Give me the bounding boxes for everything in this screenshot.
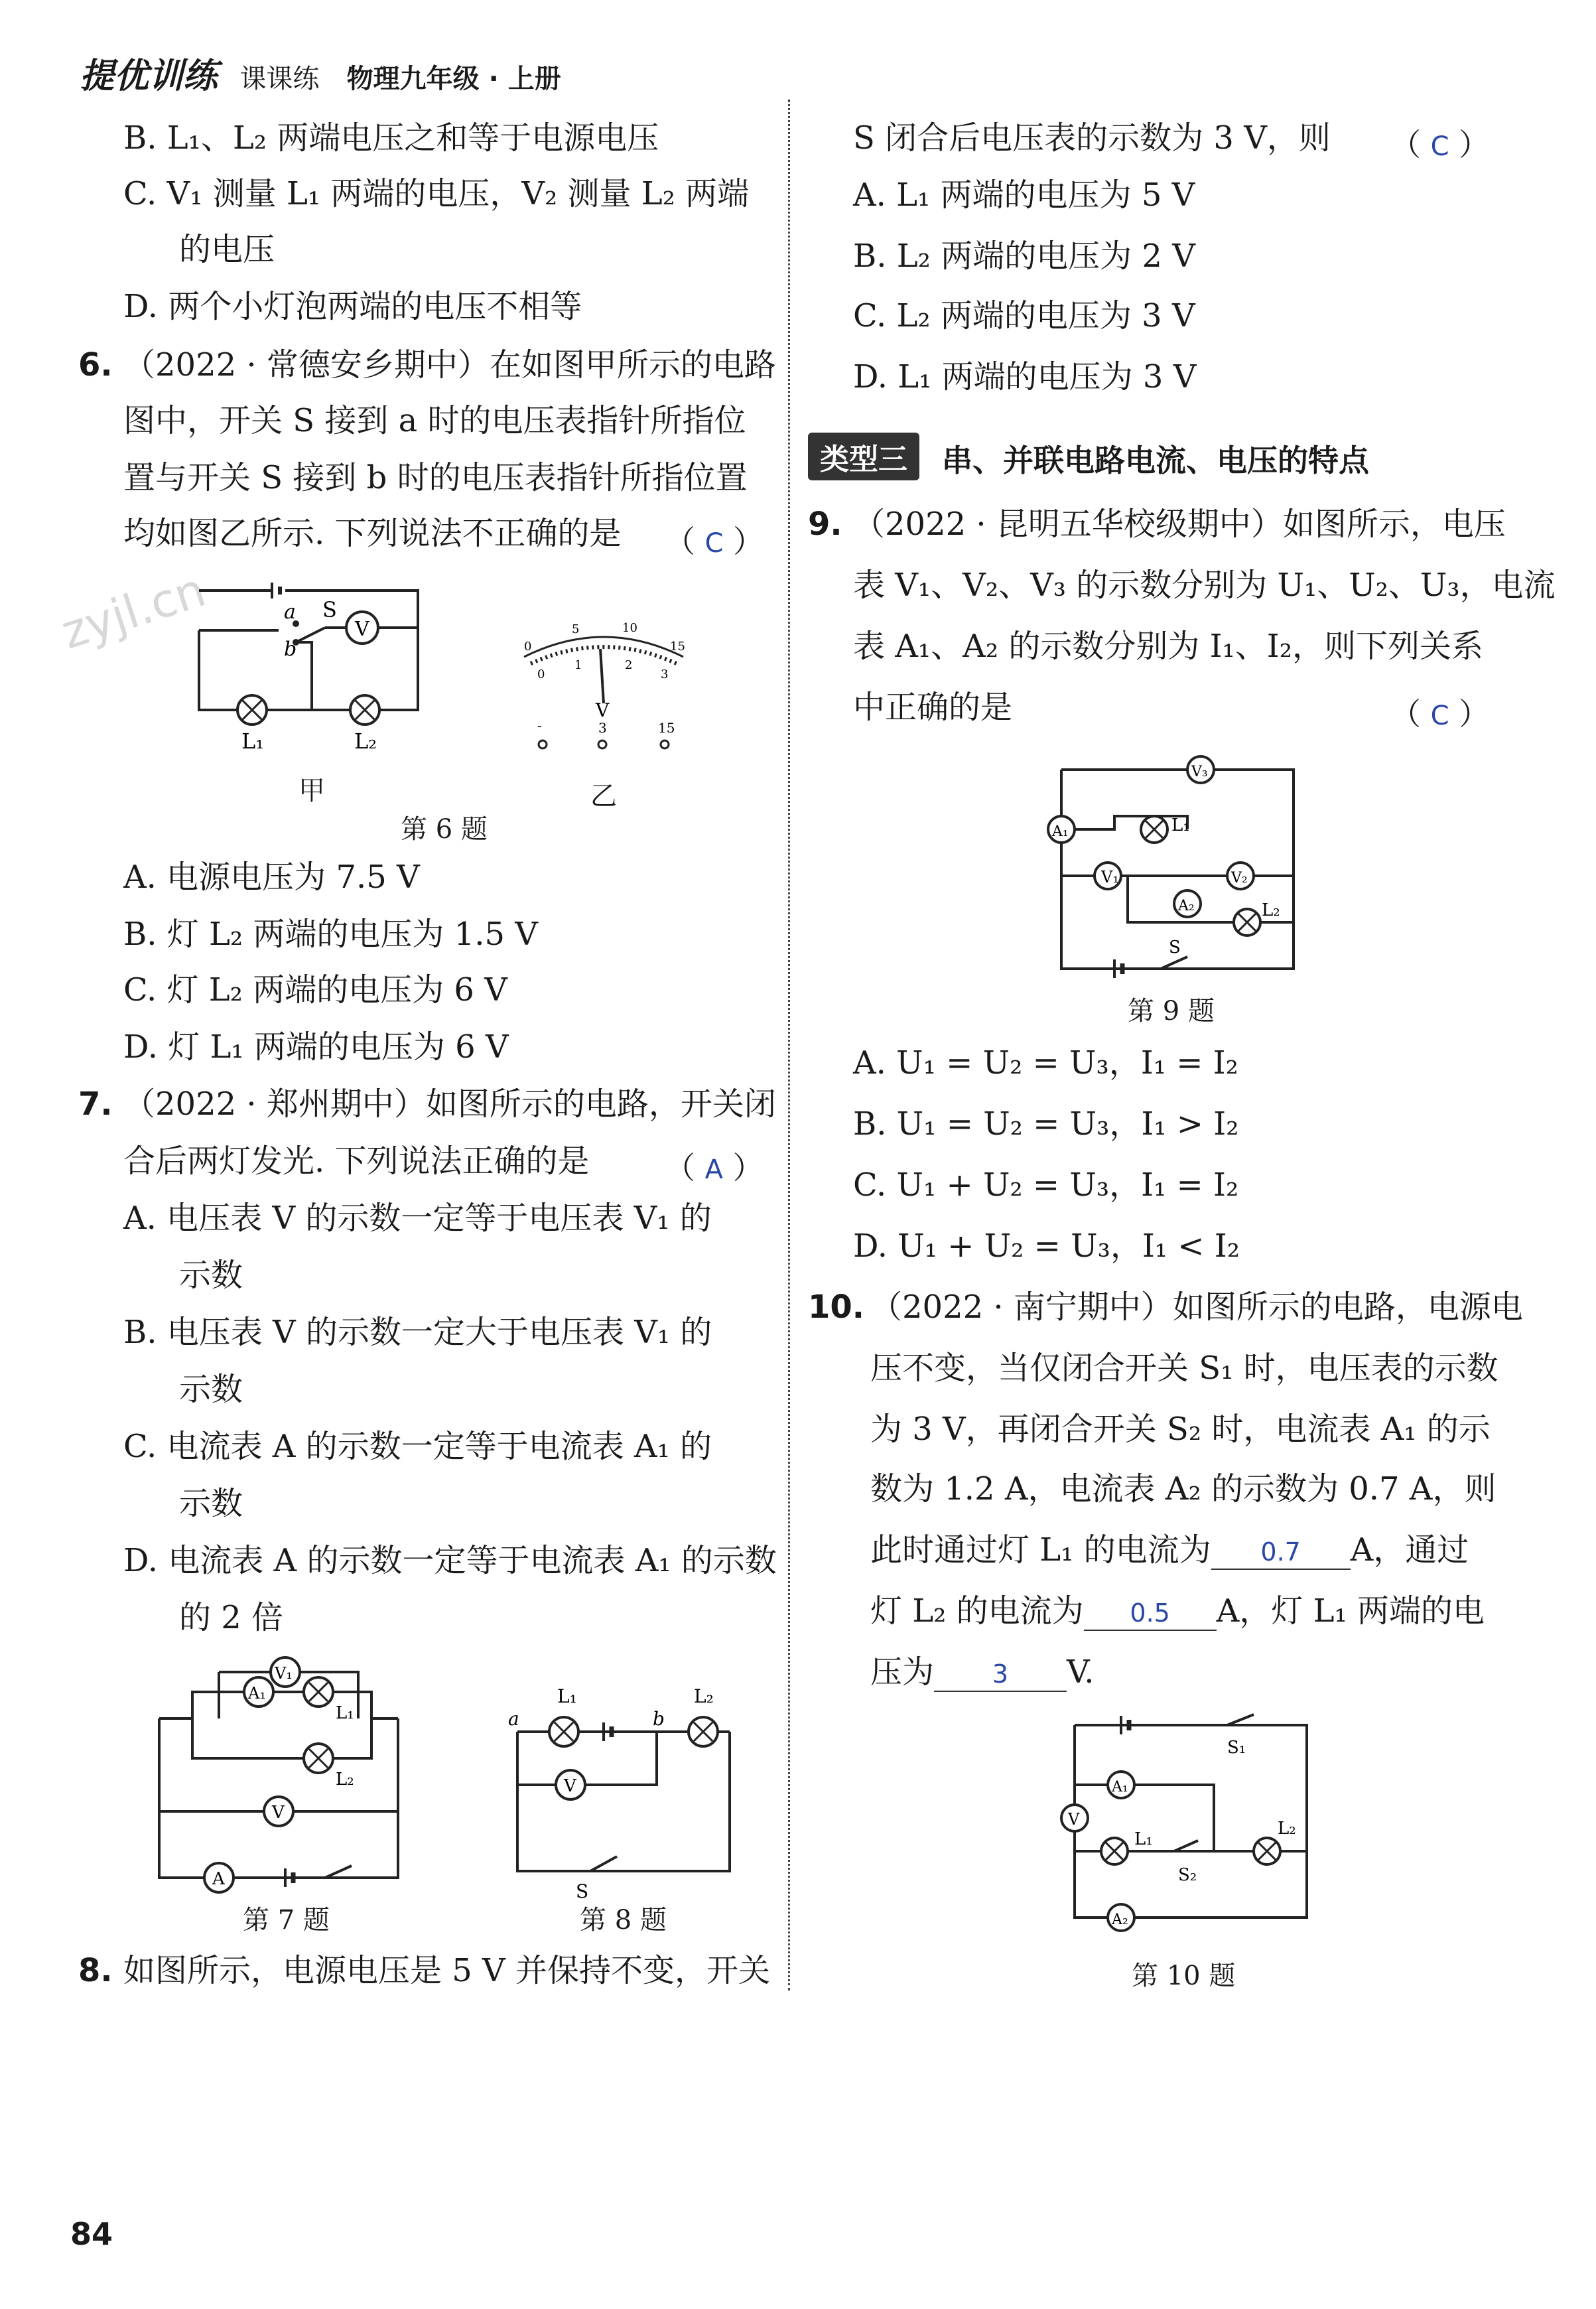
q7-l1-label: L₁ <box>336 1703 354 1723</box>
type-title: 串、并联电路电流、电压的特点 <box>942 443 1369 478</box>
svg-text:V: V <box>596 699 610 721</box>
q10-caption: 第 10 题 <box>1132 1961 1236 1991</box>
q10-stem-line6: 灯 L₂ 的电流为 0.5 A，灯 L₁ 两端的电 <box>870 1592 1485 1630</box>
q9-option-b: B. U₁ = U₂ = U₃，I₁ > I₂ <box>853 1105 1239 1143</box>
q6-stem-line1: （2022 · 常德安乡期中）在如图甲所示的电路 <box>123 346 776 384</box>
q8-stem-line2: S 闭合后电压表的示数为 3 V，则 <box>853 119 1331 157</box>
q7-number: 7. <box>78 1085 113 1123</box>
svg-text:0: 0 <box>537 667 545 681</box>
svg-text:15: 15 <box>658 720 675 736</box>
q7-stem-line2: 合后两灯发光. 下列说法正确的是 <box>123 1143 590 1180</box>
switch-s-label: S <box>322 597 337 622</box>
q10-v-label: V <box>1068 1810 1080 1829</box>
q5-option-b: B. L₁、L₂ 两端电压之和等于电源电压 <box>123 119 659 157</box>
lamp-l1-label: L₁ <box>241 729 265 754</box>
q10-stem-line7: 压为 3 V. <box>870 1653 1095 1691</box>
q6-option-d: D. 灯 L₁ 两端的电压为 6 V <box>123 1028 509 1066</box>
q7-option-a-cont: 示数 <box>179 1257 243 1294</box>
q5-option-c: C. V₁ 测量 L₁ 两端的电压，V₂ 测量 L₂ 两端 <box>123 175 750 212</box>
q7-option-c: C. 电流表 A 的示数一定等于电流表 A₁ 的 <box>123 1428 712 1465</box>
book-subject: 物理九年级 · 上册 <box>346 64 561 94</box>
q6-number: 6. <box>78 346 113 384</box>
svg-text:-: - <box>537 717 542 733</box>
q10-a2-label: A₂ <box>1112 1912 1128 1928</box>
q9-stem-line1: （2022 · 昆明五华校级期中）如图所示，电压 <box>853 506 1506 543</box>
q10-stem-line2: 压不变，当仅闭合开关 S₁ 时，电压表的示数 <box>870 1350 1498 1387</box>
q7-stem-line1: （2022 · 郑州期中）如图所示的电路，开关闭 <box>123 1085 776 1123</box>
column-divider <box>788 100 790 1991</box>
q10-stem-line3: 为 3 V，再闭合开关 S₂ 时，电流表 A₁ 的示 <box>870 1411 1491 1448</box>
q8-b-label: b <box>653 1708 665 1730</box>
q6-stem-line3: 置与开关 S 接到 b 时的电压表指针所指位置 <box>123 459 748 496</box>
q8-answer: C <box>1430 131 1449 162</box>
running-header <box>80 48 561 98</box>
svg-text:2: 2 <box>625 658 633 672</box>
q9-v2-label: V₂ <box>1231 870 1248 886</box>
q10-a1-label: A₁ <box>1112 1779 1128 1795</box>
q8-stem-line1: 如图所示，电源电压是 5 V 并保持不变，开关 <box>123 1952 770 1989</box>
q9-answer: C <box>1430 701 1449 731</box>
q7-caption: 第 7 题 <box>243 1905 330 1935</box>
q10-s1-label: S₁ <box>1227 1738 1246 1758</box>
q10-l1-label: L₁ <box>1134 1829 1153 1849</box>
q10-l2-label: L₂ <box>1278 1819 1296 1839</box>
q9-option-c: C. U₁ + U₂ = U₃，I₁ = I₂ <box>853 1166 1239 1204</box>
q9-stem-line2: 表 V₁、V₂、V₃ 的示数分别为 U₁、U₂、U₃，电流 <box>853 567 1556 604</box>
q7-a1-label: A₁ <box>248 1684 266 1703</box>
q6-option-a: A. 电源电压为 7.5 V <box>123 859 420 896</box>
q9-a1-label: A₁ <box>1052 823 1069 840</box>
q7-option-d-cont: 的 2 倍 <box>179 1599 284 1636</box>
q7-option-a: A. 电压表 V 的示数一定等于电压表 V₁ 的 <box>123 1200 712 1237</box>
q10-blank-3[interactable]: 3 <box>934 1657 1067 1692</box>
q10-blank-2[interactable]: 0.5 <box>1084 1596 1217 1631</box>
svg-text:3: 3 <box>661 667 669 681</box>
q8-option-d: D. L₁ 两端的电压为 3 V <box>853 358 1197 395</box>
q8-l1-label: L₁ <box>557 1685 577 1707</box>
q6-stem-line2: 图中，开关 S 接到 a 时的电压表指针所指位 <box>123 402 746 439</box>
q10-circuit-diagram <box>1048 1712 1320 1937</box>
q10-stem-line4: 数为 1.2 A，电流表 A₂ 的示数为 0.7 A，则 <box>870 1470 1496 1507</box>
q6-option-c: C. 灯 L₂ 两端的电压为 6 V <box>123 971 507 1009</box>
q6-circuit-diagram <box>186 577 478 770</box>
q7-option-c-cont: 示数 <box>179 1485 243 1522</box>
q9-caption: 第 9 题 <box>1128 996 1215 1026</box>
q9-answer-bracket: （ C ） <box>1390 696 1490 732</box>
q8-l2-label: L₂ <box>694 1685 714 1707</box>
q7-circuit-diagram <box>153 1652 431 1898</box>
q8-answer-bracket: （ C ） <box>1390 127 1490 163</box>
fig-label-jia: 甲 <box>299 776 325 806</box>
q7-option-b: B. 电压表 V 的示数一定大于电压表 V₁ 的 <box>123 1314 712 1351</box>
q6-answer: C <box>704 528 724 559</box>
q8-number: 8. <box>78 1952 113 1989</box>
q6-answer-bracket: （ C ） <box>665 524 764 559</box>
svg-text:15: 15 <box>670 640 685 654</box>
q8-v-label: V <box>564 1776 576 1796</box>
svg-text:1: 1 <box>574 658 582 672</box>
q9-l2-label: L₂ <box>1262 900 1280 920</box>
q8-option-b: B. L₂ 两端的电压为 2 V <box>853 238 1195 275</box>
q10-stem-line5: 此时通过灯 L₁ 的电流为 0.7 A，通过 <box>870 1531 1469 1569</box>
q7-v1-label: V₁ <box>275 1664 293 1683</box>
q8-circuit-diagram <box>504 1679 750 1904</box>
q9-s-label: S <box>1169 938 1181 957</box>
svg-text:5: 5 <box>572 622 580 636</box>
page-number: 84 <box>70 2216 113 2252</box>
q5-option-d: D. 两个小灯泡两端的电压不相等 <box>123 288 582 325</box>
brand-subtitle: 课课练 <box>239 64 320 94</box>
q6-stem-line4: 均如图乙所示. 下列说法不正确的是 <box>123 515 622 552</box>
q6-caption: 第 6 题 <box>401 814 488 845</box>
q7-answer-bracket: （ A ） <box>665 1150 764 1186</box>
q6-voltmeter-label: V <box>355 618 369 641</box>
q7-l2-label: L₂ <box>336 1770 354 1789</box>
q10-number: 10. <box>808 1289 865 1326</box>
type-badge: 类型三 <box>808 433 919 480</box>
q8-s-label: S <box>576 1880 589 1902</box>
q6-option-b: B. 灯 L₂ 两端的电压为 1.5 V <box>123 916 538 953</box>
svg-text:3: 3 <box>598 720 607 736</box>
q8-option-c: C. L₂ 两端的电压为 3 V <box>853 297 1195 334</box>
q9-v3-label: V₃ <box>1191 764 1208 780</box>
q8-option-a: A. L₁ 两端的电压为 5 V <box>853 176 1195 214</box>
watermark: zyjl.cn <box>54 562 212 660</box>
q8-a-label: a <box>508 1708 519 1730</box>
q10-blank-1[interactable]: 0.7 <box>1211 1535 1351 1570</box>
q9-circuit-diagram <box>1041 750 1320 989</box>
q7-v-label: V <box>272 1803 285 1823</box>
terminal-a-label: a <box>284 600 296 624</box>
q9-stem-line4: 中正确的是 <box>853 689 1013 726</box>
q8-caption: 第 8 题 <box>580 1905 667 1935</box>
q7-option-b-cont: 示数 <box>179 1371 243 1408</box>
voltmeter-dial <box>511 617 697 756</box>
q9-number: 9. <box>808 506 842 543</box>
q9-stem-line3: 表 A₁、A₂ 的示数分别为 I₁、I₂，则下列关系 <box>853 628 1483 665</box>
q5-option-c-cont: 的电压 <box>179 231 275 268</box>
q10-stem-line1: （2022 · 南宁期中）如图所示的电路，电源电 <box>870 1289 1523 1326</box>
q7-a-label: A <box>212 1869 225 1889</box>
q7-answer: A <box>704 1154 723 1185</box>
q9-option-a: A. U₁ = U₂ = U₃，I₁ = I₂ <box>853 1044 1238 1082</box>
fig-label-yi: 乙 <box>590 781 617 811</box>
q10-s2-label: S₂ <box>1178 1865 1197 1885</box>
q9-a2-label: A₂ <box>1178 898 1195 914</box>
brand-title: 提优训练 <box>80 56 218 96</box>
svg-text:0: 0 <box>524 640 532 654</box>
lamp-l2-label: L₂ <box>354 729 377 754</box>
terminal-b-label: b <box>284 638 297 661</box>
svg-text:10: 10 <box>622 621 637 635</box>
q9-option-d: D. U₁ + U₂ = U₃，I₁ < I₂ <box>853 1227 1240 1265</box>
q7-option-d: D. 电流表 A 的示数一定等于电流表 A₁ 的示数 <box>123 1542 777 1579</box>
q9-v1-label: V₁ <box>1101 868 1119 886</box>
q9-l1-label: L₁ <box>1171 815 1190 835</box>
